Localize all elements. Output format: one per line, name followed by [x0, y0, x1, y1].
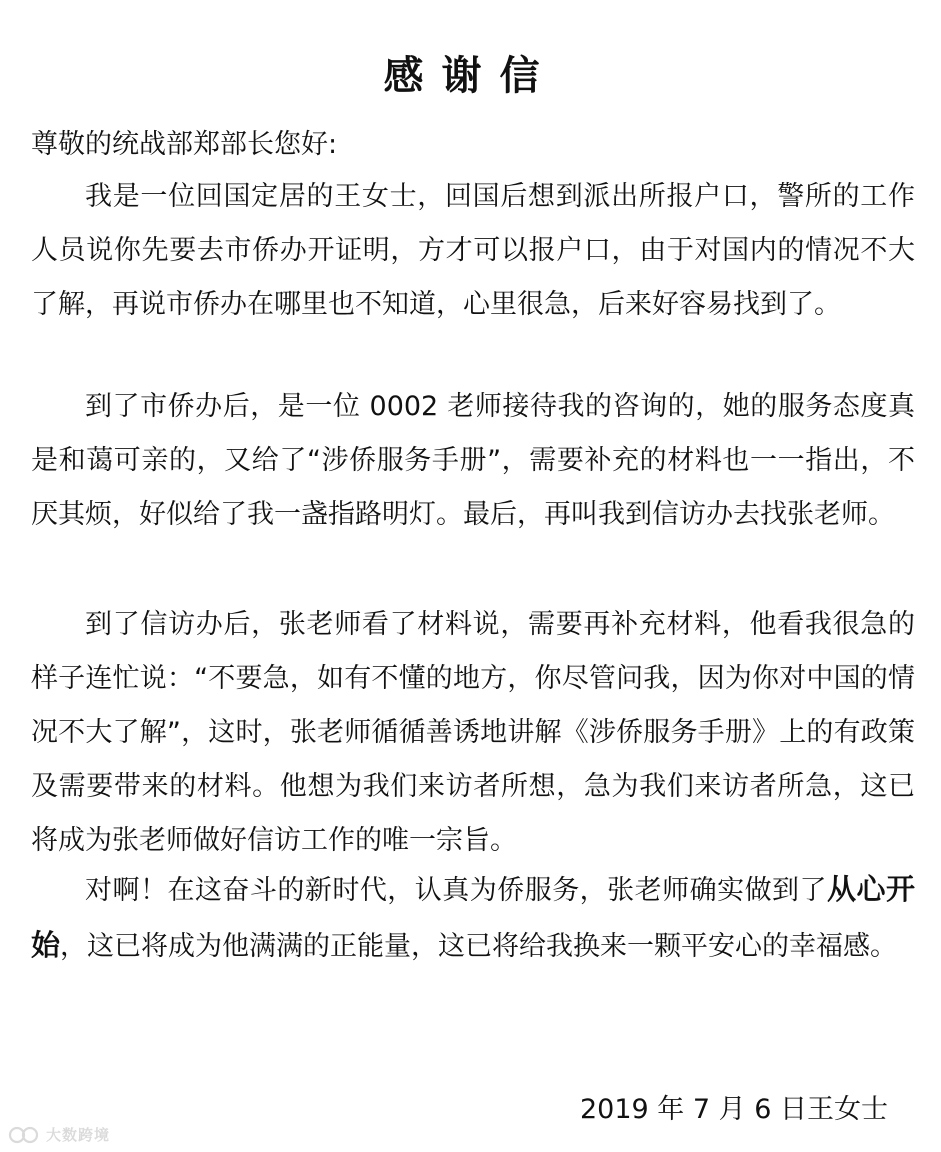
logo-icon: [8, 1125, 42, 1145]
letter-paragraph-2: 到了市侨办后，是一位 0002 老师接待我的咨询的，她的服务态度真是和蔼可亲的，又给了“涉侨服务手册”，需要补充的材料也一一指出，不厌其烦，好似给了我一盏指路明灯。最后，再叫我到信访办去找张老师。: [31, 391, 915, 530]
watermark: [8, 1124, 110, 1146]
paragraph-4-lead: 对啊！在这奋斗的新时代，认真为侨服务，张老师确实做到了: [85, 875, 828, 906]
paragraph-4-tail: ，这已将成为他满满的正能量，这已将给我换来一颗平安心的幸福感。: [60, 931, 898, 962]
letter-paragraph-4: [31, 862, 915, 974]
letter-signature: 2019 年 7 月 6 日王女士: [580, 1094, 888, 1125]
watermark-text: 大数跨境: [46, 1126, 111, 1144]
letter-paragraph-3: 到了信访办后，张老师看了材料说，需要再补充材料，他看我很急的样子连忙说：“不要急，如有不懂的地方，你尽管问我，因为你对中国的情况不大了解”，这时，张老师循循善诱地讲解《涉侨服务手册》上的有政策及需要带来的材料。他想为我们来访者所想，急为我们来访者所急，这已将成为张老师做好信访工作的唯一宗旨。: [31, 609, 915, 856]
letter-salutation: 尊敬的统战部郑部长您好:: [31, 129, 338, 160]
letter-paragraph-1: 我是一位回国定居的王女士，回国后想到派出所报户口，警所的工作人员说你先要去市侨办开证明，方才可以报户口，由于对国内的情况不大了解，再说市侨办在哪里也不知道，心里很急，后来好容易找到了。: [31, 181, 915, 320]
emphasis-text: 从心开始: [31, 872, 915, 962]
letter-title: 感谢信: [383, 53, 558, 99]
